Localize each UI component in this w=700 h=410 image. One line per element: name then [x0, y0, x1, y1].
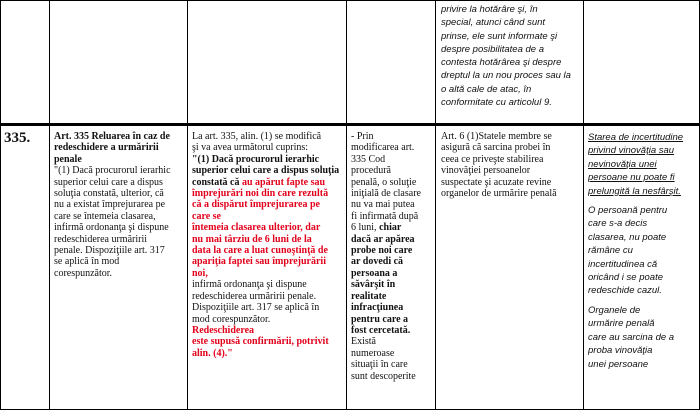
article-text: "(1) Dacă procurorul ierarhic superior celui care a dispus soluţia constată, ulterior, că nu a existat împrejurarea pe care se întemeia clasarea, infirmă ordonanţa şi dispune redeschiderea urmăririi penale. Dispoziţiile art. 317 se aplică în mod corespunzător.: [54, 165, 171, 279]
remarks-cell: [588, 131, 696, 371]
row-number: [4, 129, 48, 147]
amendment-middle-text: infirmă ordonanţa şi dispune redeschiderea urmăririi penale. Dispoziţiile art. 317 se aplică în mod corespunzător.: [192, 279, 320, 325]
effects-text-1: - Prin modificarea art. 335 Cod procedură penală, o soluţie iniţială de clasare nu va mai putea fi infirmată după 6 luni,: [351, 131, 421, 234]
amendment-red-text: au apărut fapte sau împrejurări noi din care rezultă că a dispărut împrejurarea pe care se întemeia clasarea ulterior, dar nu mai târziu de 6 luni de la data la care a luat cunoştinţă de apariţia faptei sau împrejurării noi,: [192, 176, 329, 279]
remarks-paragraph-1: O persoană pentru care s-a decis clasarea, nu poate rămâne cu incertitudinea că oricând i se poate redeschide cazul.: [588, 205, 668, 297]
amendment-intro: La art. 335, alin. (1) se modifică şi va avea următorul cuprins:: [192, 131, 322, 154]
prev-row-directive-text: [441, 3, 581, 121]
directive-article-text: Art. 6 (1)Statele membre se asigură că sarcina probei în ceea ce priveşte stabilirea vinovăţiei persoanelor suspectate şi acuzate revine organelor de urmărire penală: [441, 131, 557, 200]
remarks-paragraph-2: Organele de urmărire penală care au sarcina de a proba vinovăţia unei persoane: [588, 304, 675, 370]
effects-bold-text: chiar dacă ar apărea probe noi care ar dovedi că persoana a săvârşit în realitate infracţiunea pentru care a fost cercetată.: [351, 222, 415, 336]
row-divider-335: [0, 123, 700, 126]
effects-text-2: Există numeroase situaţii în care sunt descoperite: [351, 336, 416, 382]
column-border-4: [435, 0, 436, 410]
current-law-cell: [54, 131, 186, 279]
column-border-1: [49, 0, 50, 410]
column-border-2: [187, 0, 188, 410]
table-border-top: [0, 0, 700, 1]
effects-cell: [351, 131, 434, 382]
column-border-0: [0, 0, 1, 410]
amendment-reopening-text: Redeschiderea este supusă confirmării, potrivit alin. (4).": [192, 324, 329, 359]
article-title: Art. 335 Reluarea în caz de redeschidere a urmăririi penale: [54, 131, 170, 165]
prev-row-directive-paragraph: privire la hotărâre şi, în special, atunci când sunt prinse, ele sunt informate şi despre posibilitatea de a contesta hotărârea şi despre dreptul la un nou proces sau la o altă cale de atac, în conformitate cu articolul 9.: [441, 4, 571, 109]
directive-cell: [441, 131, 582, 199]
column-border-3: [346, 0, 347, 410]
column-border-5: [583, 0, 584, 410]
amendment-bold-text: "(1) Dacă procurorul ierarhic superior celui care a dispus soluţia constată că: [192, 153, 340, 188]
remarks-heading: Starea de incertitudine privind vinovăţia sau nevinovăţia unei persoane nu poate fi prelungită la nesfârşit.: [588, 132, 684, 197]
proposed-amendment-cell: [192, 131, 346, 359]
row-number-label: 335.: [4, 130, 31, 146]
